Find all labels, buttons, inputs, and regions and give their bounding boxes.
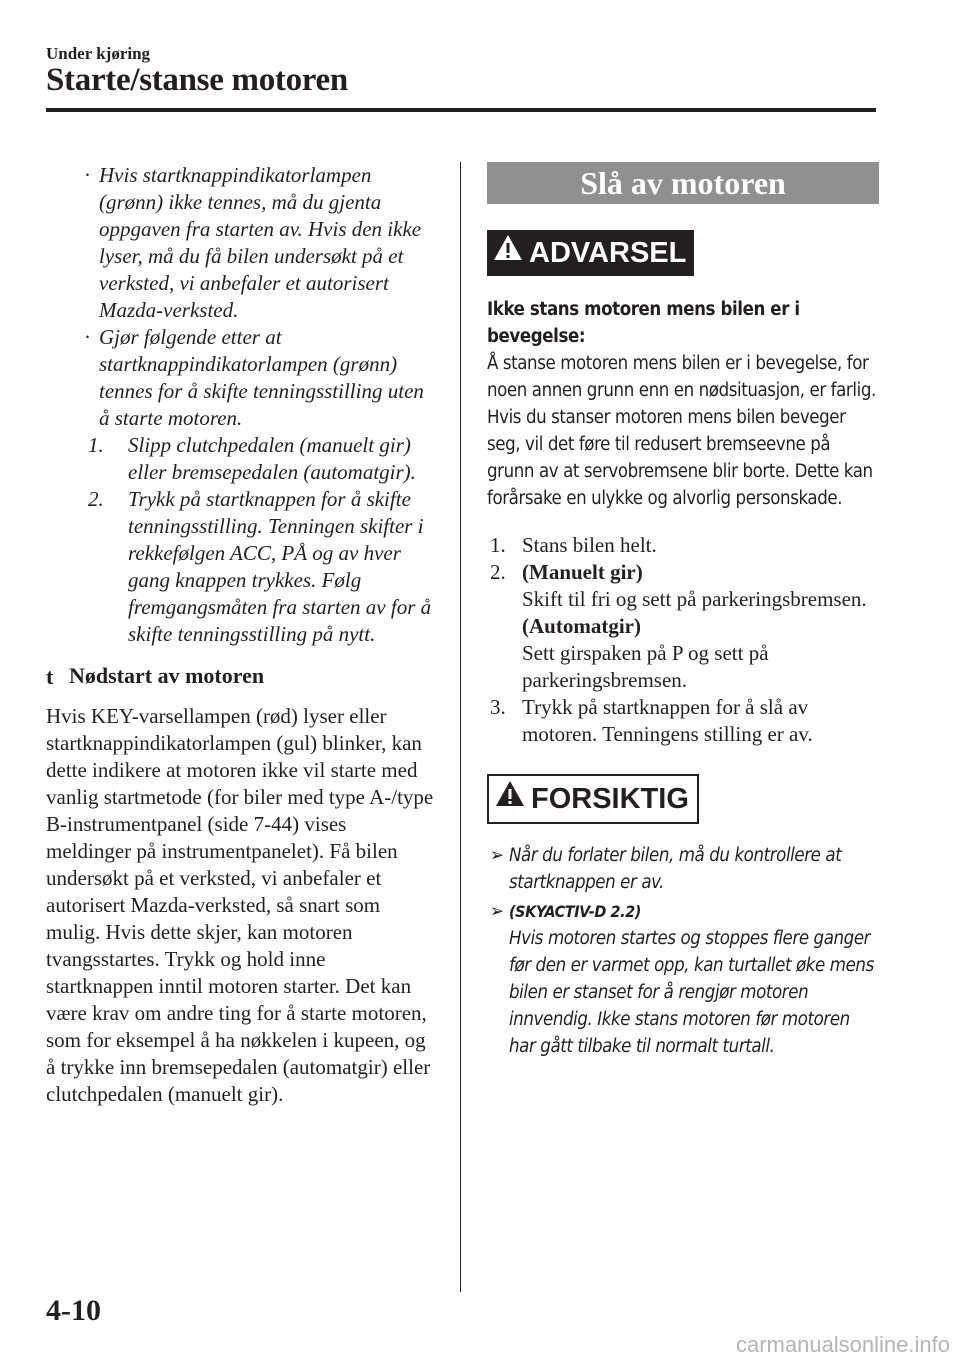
step-item	[46, 486, 436, 648]
step-text: Trykk på startknappen for å skifte tenningsstilling. Tenningen skifter i rekkefølgen ACC, PÅ og av hver gang knappen trykkes. Følg fremgangsmåten fra starten av for å skifte tenningsstilling på nytt.	[128, 487, 432, 646]
chapter-label: Under kjøring	[46, 44, 151, 63]
caution-label: FORSIKTIG	[531, 783, 689, 815]
caution-text: Hvis motoren startes og stoppes flere ganger før den er varmet opp, kan turtallet øke mens bilen er stanset for å rengjør motoren innvendig. Ikke stans motoren før motoren har gått tilbake til normalt turtall.	[509, 928, 874, 1057]
automatic-gear-label: (Automatgir)	[522, 614, 641, 638]
warning-text	[487, 296, 879, 512]
step-item	[487, 532, 879, 559]
step-item	[487, 559, 879, 694]
step-text: Slipp clutchpedalen (manuelt gir) eller bremsepedalen (automatgir).	[128, 433, 416, 484]
warning-label: ADVARSEL	[529, 237, 687, 269]
bullet-item	[46, 324, 436, 432]
watermark: carmanualsonline.info	[735, 1332, 950, 1357]
warning-lead: Ikke stans motoren mens bilen er i bevegelse:	[487, 299, 800, 347]
stop-steps	[487, 532, 879, 748]
step-text: Stans bilen helt.	[522, 533, 657, 557]
arrow-bullet-icon: ➢	[490, 845, 504, 866]
emergency-start-paragraph: Hvis KEY-varsellampen (rød) lyser eller startknappindikatorlampen (gul) blinker, kan dette indikere at motoren ikke vil starte med vanlig startmetode (for biler med type A-/type B-instrumentpanel (side 7-44) vises meldinger på instrumentpanelet). Få bilen undersøkt på et verksted, vi anbefaler et autorisert Mazda-verksted, så snart som mulig. Hvis dette skjer, kan motoren tvangsstartes. Trykk og hold inne startknappen inntil motoren starter. Det kan være krav om andre ting for å starte motoren, som for eksempel å ha nøkkelen i kupeen, og å trykke inn bremsepedalen (automatgir) eller clutchpedalen (manuelt gir).	[46, 704, 434, 1106]
bullet-item	[46, 162, 436, 324]
bullet-text: Hvis startknappindikatorlampen (grønn) ikke tennes, må du gjenta oppgaven fra starten av. Hvis den ikke lyser, må du få bilen undersøkt på et verksted, vi anbefaler et autorisert Mazda-verksted.	[99, 163, 422, 322]
page-number: 4-10	[46, 1294, 101, 1327]
column-divider	[460, 162, 461, 1292]
step-item	[46, 432, 436, 486]
subsection-heading	[46, 662, 436, 689]
automatic-gear-text: Sett girspaken på P og sett på parkeringsbremsen.	[522, 641, 769, 692]
warning-body: Å stanse motoren mens bilen er i bevegelse, for noen annen grunn enn en nødsituasjon, er farlig. Hvis du stanser motoren mens bilen beveger seg, vil det føre til redusert bremseevne på grunn av at servobremsene blir borte. Dette kan forårsake en ulykke og alvorlig personskade.	[487, 353, 876, 509]
page-title: Starte/stanse motoren	[46, 62, 348, 98]
subsection-title: Nødstart av motoren	[69, 663, 265, 688]
manual-gear-label: (Manuelt gir)	[522, 560, 643, 584]
step-number: 3.	[490, 695, 506, 719]
caution-model-title: (SKYACTIV-D 2.2)	[509, 902, 641, 921]
left-column	[46, 162, 436, 1108]
subsection-marker-icon: t	[46, 664, 54, 689]
section-title: Slå av motoren	[487, 162, 879, 204]
header-divider	[46, 108, 876, 112]
step-number: 2.	[88, 487, 104, 511]
bullet-text: Gjør følgende etter at startknappindikatorlampen (grønn) tennes for å skifte tenningsstilling uten å starte motoren.	[99, 325, 424, 430]
bullet-dot-icon: ·	[84, 325, 91, 349]
caution-item	[487, 842, 879, 896]
manual-gear-text: Skift til fri og sett på parkeringsbremsen.	[522, 587, 867, 611]
arrow-bullet-icon: ➢	[490, 901, 504, 922]
caution-list	[487, 842, 879, 1060]
caution-triangle-icon	[495, 775, 525, 821]
caution-item	[487, 898, 879, 1060]
caution-badge	[487, 774, 699, 824]
step-item	[487, 694, 879, 748]
caution-text: Når du forlater bilen, må du kontrollere at startknappen er av.	[509, 845, 842, 893]
step-text: Trykk på startknappen for å slå av motoren. Tenningens stilling er av.	[522, 695, 813, 746]
warning-triangle-icon	[493, 229, 523, 275]
step-number: 2.	[490, 560, 506, 584]
bullet-dot-icon: ·	[84, 163, 91, 187]
right-column	[487, 162, 879, 1062]
step-number: 1.	[490, 533, 506, 557]
step-number: 1.	[88, 433, 104, 457]
warning-badge	[487, 230, 694, 276]
